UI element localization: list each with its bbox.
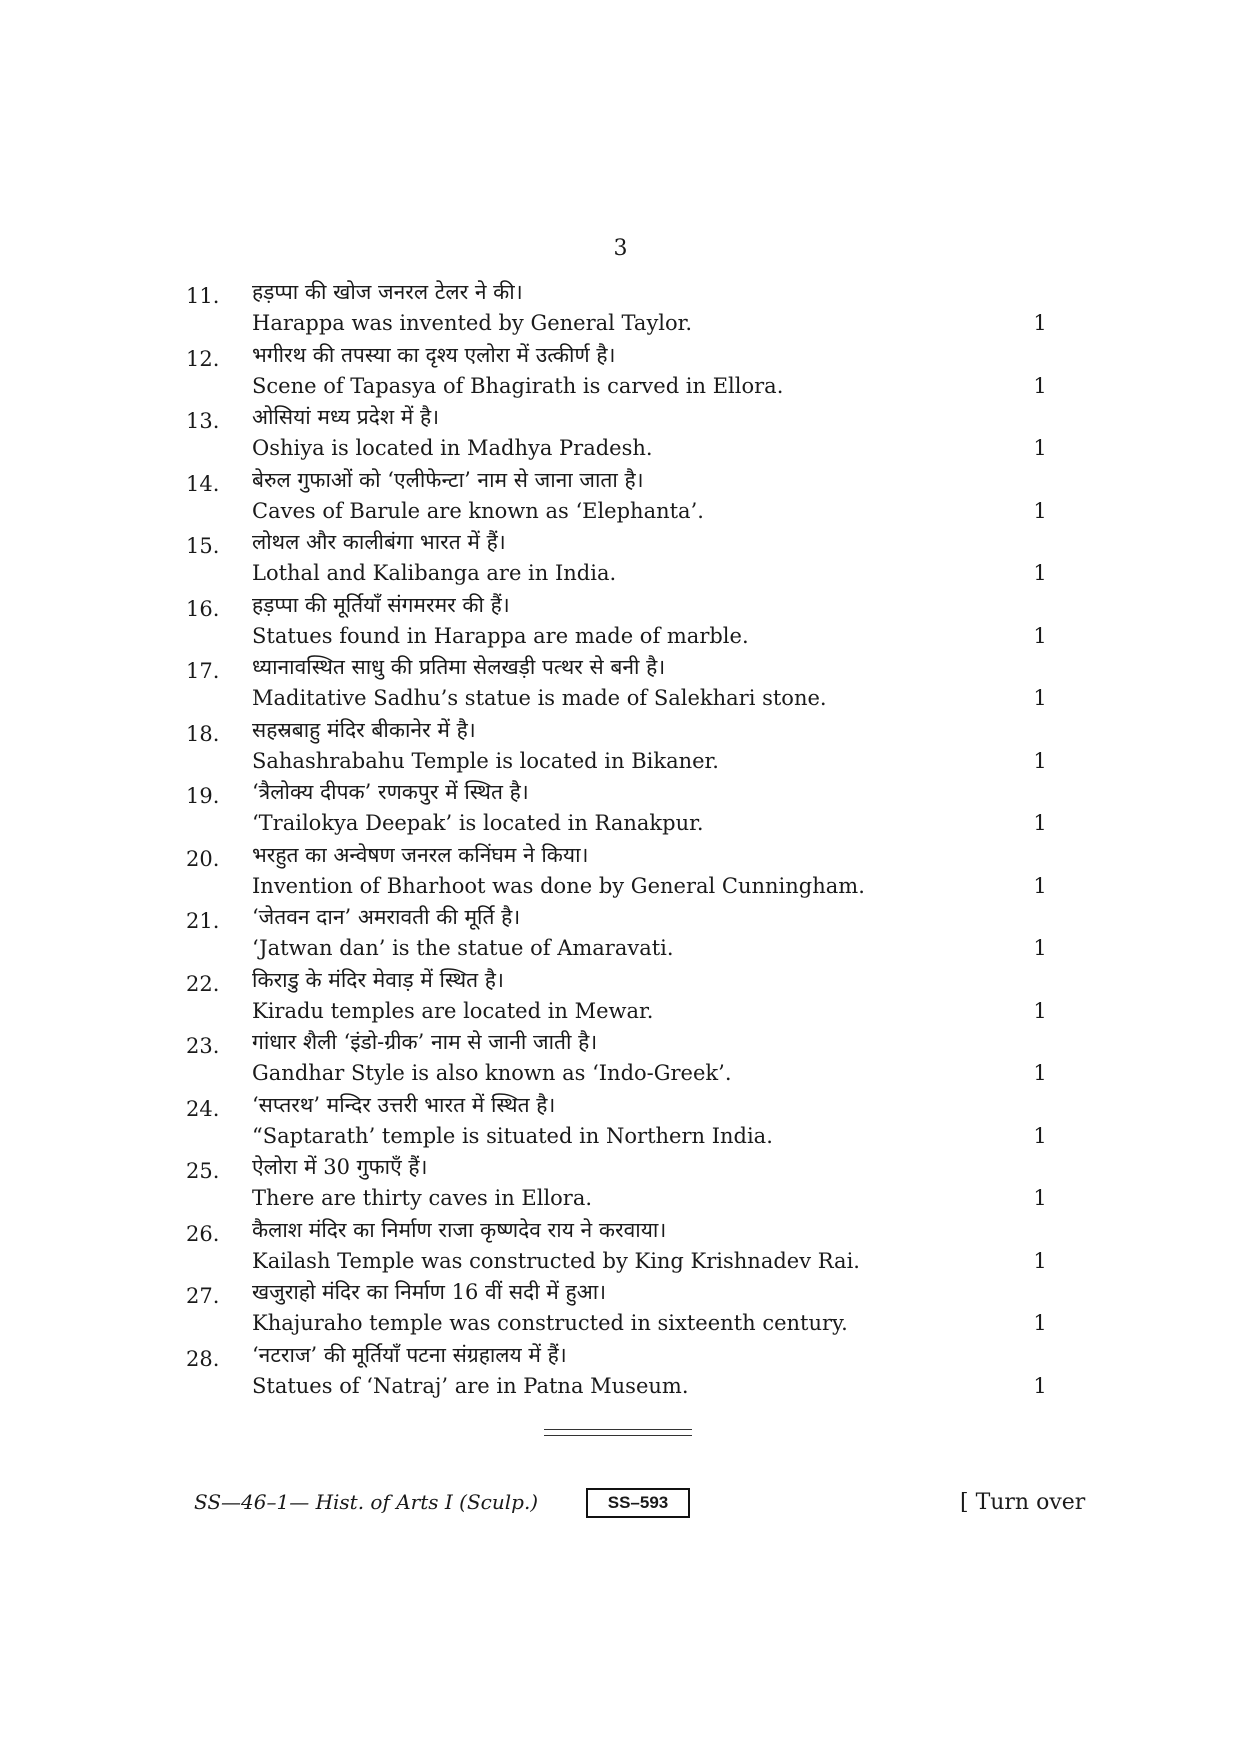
question-item: [0, 901, 1241, 964]
question-hindi: ‘जेतवन दान’ अमरावती की मूर्ति है।: [252, 905, 521, 929]
question-item: [0, 651, 1241, 714]
question-item: [0, 1339, 1241, 1402]
question-marks: 1: [1033, 936, 1047, 960]
question-hindi: ‘त्रैलोक्य दीपक’ रणकपुर में स्थित है।: [252, 780, 529, 804]
question-hindi: किराडु के मंदिर मेवाड़ में स्थित है।: [252, 967, 504, 992]
question-marks: 1: [1033, 311, 1047, 335]
question-hindi: ध्यानावस्थित साधु की प्रतिमा सेलखड़ी पत्थर से बनी है।: [252, 655, 666, 679]
question-english: Caves of Barule are known as ‘Elephanta’.: [252, 498, 704, 523]
question-english: Gandhar Style is also known as ‘Indo-Greek’.: [252, 1061, 732, 1085]
turn-over-note: [ Turn over: [960, 1490, 1086, 1515]
question-number: 20.: [186, 846, 220, 871]
question-number: 23.: [186, 1034, 220, 1058]
question-marks: 1: [1033, 1123, 1047, 1148]
question-item: [0, 776, 1241, 839]
question-marks: 1: [1033, 748, 1047, 773]
question-number: 19.: [186, 784, 220, 808]
question-english: Harappa was invented by General Taylor.: [252, 311, 693, 335]
question-number: 27.: [186, 1284, 220, 1308]
question-english: ‘Jatwan dan’ is the statue of Amaravati.: [252, 936, 674, 960]
question-english: Statues of ‘Natraj’ are in Patna Museum.: [252, 1373, 689, 1398]
question-english: Kailash Temple was constructed by King Krishnadev Rai.: [252, 1248, 860, 1273]
question-english: There are thirty caves in Ellora.: [252, 1186, 593, 1210]
paper-code: SS—46–1— Hist. of Arts I (Sculp.): [194, 1490, 539, 1514]
question-hindi: ‘नटराज’ की मूर्तियाँ पटना संग्रहालय में हैं।: [252, 1342, 567, 1367]
question-item: [0, 1214, 1241, 1277]
question-marks: 1: [1033, 686, 1047, 710]
question-hindi: ‘सप्तरथ’ मन्दिर उत्तरी भारत में स्थित है।: [252, 1092, 556, 1117]
question-marks: 1: [1033, 873, 1047, 898]
question-item: [0, 339, 1241, 402]
question-item: [0, 1276, 1241, 1339]
question-marks: 1: [1033, 373, 1047, 398]
question-item: [0, 839, 1241, 902]
question-marks: 1: [1033, 561, 1047, 585]
question-item: [0, 714, 1241, 777]
question-item: [0, 964, 1241, 1027]
question-list: [0, 276, 1241, 1401]
question-hindi: भगीरथ की तपस्या का दृश्य एलोरा में उत्कीर्ण है।: [252, 342, 616, 367]
question-hindi: हड़प्पा की खोज जनरल टेलर ने की।: [252, 280, 523, 304]
question-english: Khajuraho temple was constructed in sixteenth century.: [252, 1311, 848, 1335]
question-number: 14.: [186, 471, 220, 496]
question-english: Sahashrabahu Temple is located in Bikaner.: [252, 748, 719, 773]
question-english: Oshiya is located in Madhya Pradesh.: [252, 436, 653, 460]
question-marks: 1: [1033, 498, 1047, 523]
question-hindi: हड़प्पा की मूर्तियाँ संगमरमर की हैं।: [252, 592, 510, 617]
question-number: 24.: [186, 1096, 220, 1121]
question-number: 11.: [186, 284, 220, 308]
question-number: 15.: [186, 534, 220, 558]
question-number: 13.: [186, 409, 220, 433]
question-hindi: बेरुल गुफाओं को ‘एलीफेन्टा’ नाम से जाना जाता है।: [252, 467, 644, 492]
question-marks: 1: [1033, 1061, 1047, 1085]
question-item: [0, 1026, 1241, 1089]
question-english: ‘Trailokya Deepak’ is located in Ranakpur.: [252, 811, 704, 835]
question-hindi: सहस्रबाहु मंदिर बीकानेर में है।: [252, 717, 476, 742]
question-hindi: लोथल और कालीबंगा भारत में हैं।: [252, 530, 506, 554]
question-item: [0, 464, 1241, 527]
question-marks: 1: [1033, 811, 1047, 835]
question-number: 12.: [186, 346, 220, 371]
question-number: 17.: [186, 659, 220, 683]
question-item: [0, 1089, 1241, 1152]
page-number: 3: [613, 236, 628, 261]
question-item: [0, 1151, 1241, 1214]
question-marks: 1: [1033, 1373, 1047, 1398]
question-number: 18.: [186, 721, 220, 746]
question-english: Lothal and Kalibanga are in India.: [252, 561, 617, 585]
question-hindi: खजुराहो मंदिर का निर्माण 16 वीं सदी में हुआ।: [252, 1280, 607, 1304]
question-english: Invention of Bharhoot was done by General Cunningham.: [252, 873, 865, 898]
question-english: Maditative Sadhu’s statue is made of Salekhari stone.: [252, 686, 827, 710]
question-hindi: भरहुत का अन्वेषण जनरल कनिंघम ने किया।: [252, 842, 589, 867]
question-marks: 1: [1033, 1311, 1047, 1335]
question-hindi: ऐलोरा में 30 गुफाएँ हैं।: [252, 1155, 428, 1179]
question-number: 21.: [186, 909, 220, 933]
question-hindi: गांधार शैली ‘इंडो-ग्रीक’ नाम से जानी जाती है।: [252, 1030, 598, 1054]
question-hindi: कैलाश मंदिर का निर्माण राजा कृष्णदेव राय ने करवाया।: [252, 1217, 667, 1242]
question-number: 22.: [186, 971, 220, 996]
question-english: “Saptarath’ temple is situated in Northern India.: [252, 1123, 773, 1148]
question-marks: 1: [1033, 436, 1047, 460]
question-item: [0, 401, 1241, 464]
question-number: 16.: [186, 596, 220, 621]
question-marks: 1: [1033, 1248, 1047, 1273]
paper-badge: SS–593: [586, 1488, 690, 1518]
end-divider: [544, 1429, 692, 1436]
question-item: [0, 589, 1241, 652]
question-english: Statues found in Harappa are made of marble.: [252, 623, 749, 648]
question-english: Scene of Tapasya of Bhagirath is carved in Ellora.: [252, 373, 784, 398]
question-item: [0, 526, 1241, 589]
question-hindi: ओसियां मध्य प्रदेश में है।: [252, 405, 440, 429]
question-marks: 1: [1033, 1186, 1047, 1210]
question-number: 28.: [186, 1346, 220, 1371]
question-english: Kiradu temples are located in Mewar.: [252, 998, 654, 1023]
question-item: [0, 276, 1241, 339]
question-number: 26.: [186, 1221, 220, 1246]
question-marks: 1: [1033, 623, 1047, 648]
question-number: 25.: [186, 1159, 220, 1183]
question-marks: 1: [1033, 998, 1047, 1023]
